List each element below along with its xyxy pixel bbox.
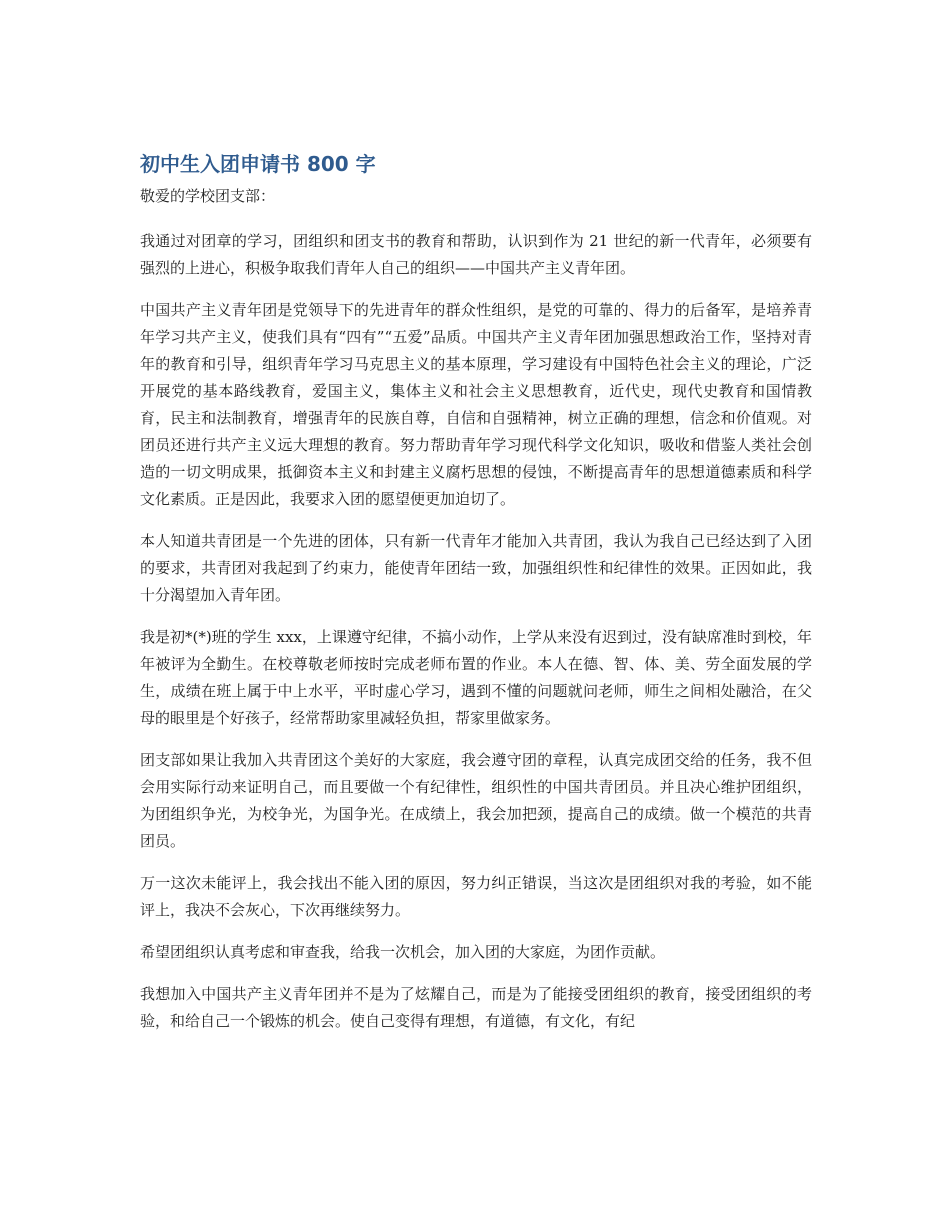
- paragraph-5: 团支部如果让我加入共青团这个美好的大家庭，我会遵守团的章程，认真完成团交给的任务，我不但会用实际行动来证明自己，而且要做一个有纪律性，组织性的中国共青团员。并且决心维护团组织，为团组织争光，为校争光，为国争光。在成绩上，我会加把颈，提高自己的成绩。做一个模范的共青团员。: [140, 751, 812, 850]
- document-page: [140, 150, 812, 1050]
- paragraph-7: 希望团组织认真考虑和审查我，给我一次机会，加入团的大家庭，为团作贡献。: [140, 943, 666, 961]
- greeting: 敬爱的学校团支部：: [140, 187, 276, 205]
- paragraph-8: 我想加入中国共产主义青年团并不是为了炫耀自己，而是为了能接受团组织的教育，接受团组织的考验，和给自己一个锻炼的机会。使自己变得有理想，有道德，有文化，有纪: [140, 985, 812, 1030]
- paragraph-2: 中国共产主义青年团是党领导下的先进青年的群众性组织，是党的可靠的、得力的后备军，是培养青年学习共产主义，使我们具有“四有”“五爱”品质。中国共产主义青年团加强思想政治工作，坚持对青年的教育和引导，组织青年学习马克思主义的基本原理，学习建设有中国特色社会主义的理论，广泛开展党的基本路线教育，爱国主义，集体主义和社会主义思想教育，近代史，现代史教育和国情教育，民主和法制教育，增强青年的民族自尊，自信和自强精神，树立正确的理想，信念和价值观。对团员还进行共产主义远大理想的教育。努力帮助青年学习现代科学文化知识，吸收和借鉴人类社会创造的一切文明成果，抵御资本主义和封建主义腐朽思想的侵蚀，不断提高青年的思想道德素质和科学文化素质。正是因此，我要求入团的愿望便更加迫切了。: [140, 301, 812, 508]
- paragraph-3: 本人知道共青团是一个先进的团体，只有新一代青年才能加入共青团，我认为我自己已经达到了入团的要求，共青团对我起到了约束力，能使青年团结一致，加强组织性和纪律性的效果。正因如此，我十分渴望加入青年团。: [140, 532, 812, 604]
- document-title: 初中生入团申请书 800 字: [140, 152, 376, 176]
- paragraph-6: 万一这次未能评上，我会找出不能入团的原因，努力纠正错误，当这次是团组织对我的考验，如不能评上，我决不会灰心，下次再继续努力。: [140, 874, 812, 919]
- paragraph-1: 我通过对团章的学习，团组织和团支书的教育和帮助，认识到作为 21 世纪的新一代青年，必须要有强烈的上进心，积极争取我们青年人自己的组织——中国共产主义青年团。: [140, 232, 812, 277]
- paragraph-4: 我是初*(*)班的学生 xxx，上课遵守纪律，不搞小动作，上学从来没有迟到过，没有缺席准时到校，年年被评为全勤生。在校尊敬老师按时完成老师布置的作业。本人在德、智、体、美、劳全面发展的学生，成绩在班上属于中上水平，平时虚心学习，遇到不懂的问题就问老师，师生之间相处融洽，在父母的眼里是个好孩子，经常帮助家里减轻负担，帮家里做家务。: [140, 628, 812, 727]
